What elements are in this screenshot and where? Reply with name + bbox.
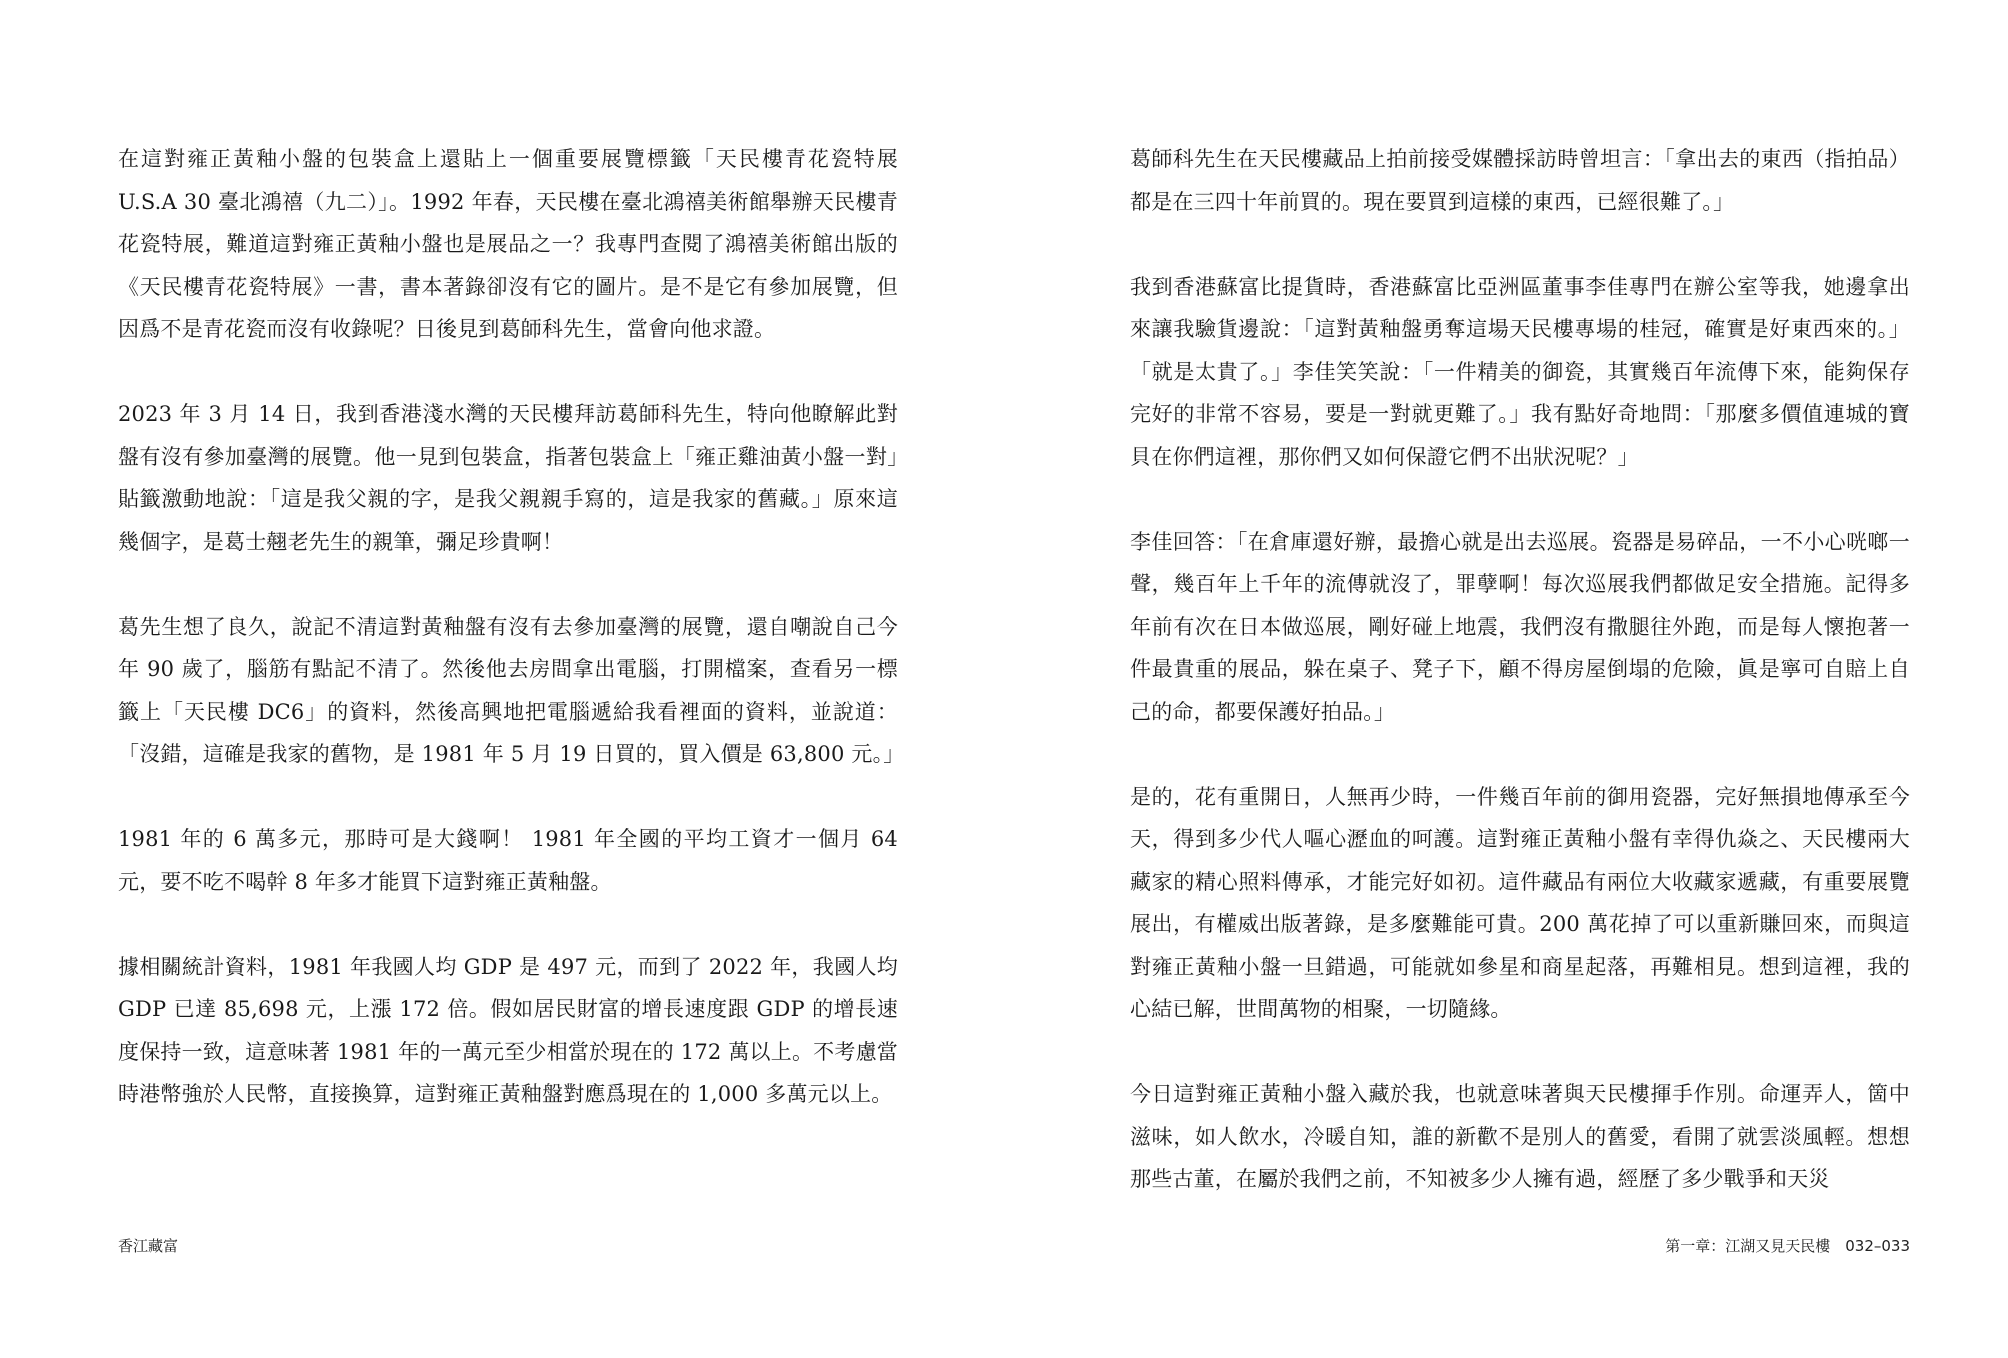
right-page-body (1130, 138, 1910, 1243)
paragraph: 葛師科先生在天民樓藏品上拍前接受媒體採訪時曾坦言：「拿出去的東西（指拍品）都是在三四十年前買的。現在要買到這樣的東西，已經很難了。」 (1130, 147, 1910, 214)
paragraph: 今日這對雍正黃釉小盤入藏於我，也就意味著與天民樓揮手作別。命運弄人，箇中滋味，如人飲水，冷暖自知，誰的新歡不是別人的舊愛，看開了就雲淡風輕。想想那些古董，在屬於我們之前，不知被多少人擁有過，經歷了多少戰爭和天災 (1130, 1082, 1910, 1191)
paragraph: 我到香港蘇富比提貨時，香港蘇富比亞洲區董事李佳專門在辦公室等我，她邊拿出來讓我驗貨邊說：「這對黃釉盤勇奪這場天民樓專場的桂冠，確實是好東西來的。」「就是太貴了。」李佳笑笑說：「一件精美的御瓷，其實幾百年流傳下來，能夠保存完好的非常不容易，要是一對就更難了。」我有點好奇地問：「那麼多價值連城的寶貝在你們這裡，那你們又如何保證它們不出狀況呢？」 (1130, 274, 1910, 469)
left-page-body (118, 138, 905, 1158)
paragraph: 是的，花有重開日，人無再少時，一件幾百年前的御用瓷器，完好無損地傳承至今天，得到多少代人嘔心瀝血的呵護。這對雍正黃釉小盤有幸得仇焱之、天民樓兩大藏家的精心照料傳承，才能完好如初。這件藏品有兩位大收藏家遞藏，有重要展覽展出，有權威出版著錄，是多麼難能可貴。200 萬花掉了可以重新賺回來，而與這對雍正黃釉小盤一旦錯過，可能就如參星和商星起落，再難相見。想到這裡，我的心結已解，世間萬物的相聚，一切隨緣。 (1130, 784, 1910, 1021)
right-page (1004, 0, 2008, 1358)
paragraph: 據相關統計資料，1981 年我國人均 GDP 是 497 元，而到了 2022 年，我國人均 GDP 已達 85,698 元，上漲 172 倍。假如居民財富的增長速度跟 GDP 的增長速度保持一致，這意味著 1981 年的一萬元至少相當於現在的 172 萬以上。不考慮當時港幣強於人民幣，直接換算，這對雍正黃釉盤對應爲現在的 1,000 多萬元以上。 (118, 954, 898, 1106)
paragraph: 李佳回答：「在倉庫還好辦，最擔心就是出去巡展。瓷器是易碎品，一不小心咣啷一聲，幾百年上千年的流傳就沒了，罪孽啊！每次巡展我們都做足安全措施。記得多年前有次在日本做巡展，剛好碰上地震，我們沒有撒腿往外跑，而是每人懷抱著一件最貴重的展品，躲在桌子、凳子下，顧不得房屋倒塌的危險，眞是寧可自賠上自己的命，都要保護好拍品。」 (1130, 529, 1910, 724)
paragraph: 2023 年 3 月 14 日，我到香港淺水灣的天民樓拜訪葛師科先生，特向他瞭解此對盤有沒有參加臺灣的展覽。他一見到包裝盒，指著包裝盒上「雍正雞油黃小盤一對」貼籤激動地說：「這是我父親的字，是我父親親手寫的，這是我家的舊藏。」原來這幾個字，是葛士翹老先生的親筆，彌足珍貴啊！ (118, 402, 898, 554)
paragraph: 在這對雍正黃釉小盤的包裝盒上還貼上一個重要展覽標籤「天民樓青花瓷特展 U.S.A 30 臺北鴻禧（九二）」。1992 年春，天民樓在臺北鴻禧美術館舉辦天民樓青花瓷特展，難道這對雍正黃釉小盤也是展品之一？我專門查閱了鴻禧美術館出版的《天民樓青花瓷特展》一書，書本著錄卻沒有它的圖片。是不是它有參加展覽，但因爲不是青花瓷而沒有收錄呢？日後見到葛師科先生，當會向他求證。 (118, 147, 898, 341)
chapter-page-number-footer: 第一章：江湖又見天民樓 032–033 (1665, 1237, 1910, 1255)
paragraph: 葛先生想了良久，說記不清這對黃釉盤有沒有去參加臺灣的展覽，還自嘲說自己今年 90 歲了，腦筋有點記不清了。然後他去房間拿出電腦，打開檔案，查看另一標籤上「天民樓 DC6」的資料，然後高興地把電腦遞給我看裡面的資料，並說道：「沒錯，這確是我家的舊物，是 1981 年 5 月 19 日買的，買入價是 63,800 元。」 (118, 614, 905, 766)
book-title-footer: 香江藏富 (118, 1237, 179, 1255)
paragraph: 1981 年的 6 萬多元，那時可是大錢啊！ 1981 年全國的平均工資才一個月 64 元，要不吃不喝幹 8 年多才能買下這對雍正黃釉盤。 (118, 827, 898, 894)
